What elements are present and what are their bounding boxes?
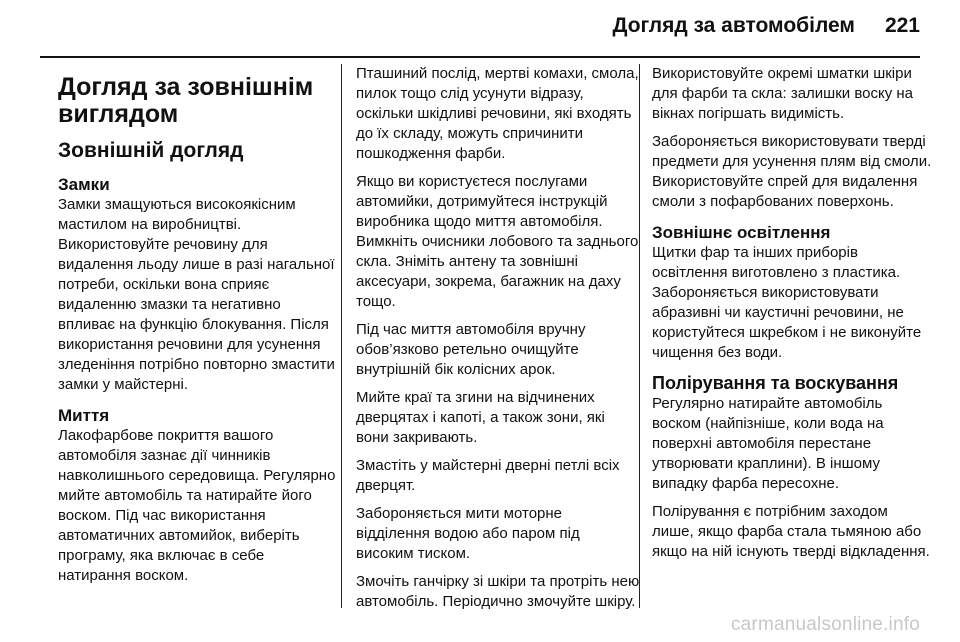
column-2 bbox=[356, 64, 640, 608]
polishing-heading: Полірування та воскування bbox=[652, 373, 899, 393]
header-title: Догляд за автомобілем bbox=[612, 14, 855, 37]
header-rule bbox=[40, 56, 920, 58]
paragraph: Мийте краї та згини на відчинених дверцятах і капоті, а також зони, які вони закривають. bbox=[356, 389, 605, 446]
paragraph: Використовуйте окремі шматки шкіри для фарби та скла: залишки воску на вікнах погіршать видимість. bbox=[652, 65, 913, 122]
column-divider bbox=[341, 64, 342, 608]
paragraph: Пташиний послід, мертві комахи, смола, пилок тощо слід усунути відразу, оскільки шкідливі речовини, які входять до їх складу, можуть спричинити пошкодження фарби. bbox=[356, 65, 639, 162]
locks-text: Замки змащуються високоякісним мастилом на виробництві. Використовуйте речовину для видалення льоду лише в разі нагальної потреби, оскільки вона сприяє видаленню змазки та негативно впливає на функцію блокування. Після використання речовини для усунення зледеніння потрібно повторно змастити замки у майстерні. bbox=[58, 196, 335, 393]
page-header bbox=[612, 14, 920, 38]
watermark: carmanualsonline.info bbox=[730, 614, 920, 635]
paragraph: Якщо ви користуєтеся послугами автомийки, дотримуйтеся інструкцій виробника щодо миття автомобіля. Вимкніть очисники лобового та заднього скла. Зніміть антену та зовнішні аксесуари, зокрема, багажник на даху тощо. bbox=[356, 173, 639, 310]
column-1 bbox=[58, 64, 340, 608]
paragraph: Забороняється використовувати тверді предмети для усунення плям від смоли. Використовуйте спрей для видалення смоли з пофарбованих поверхонь. bbox=[652, 133, 932, 210]
paragraph: Під час миття автомобіля вручну обов’язково ретельно очищуйте внутрішній бік колісних арок. bbox=[356, 321, 586, 378]
paragraph: Забороняється мити моторне відділення водою або паром під високим тиском. bbox=[356, 505, 580, 562]
page-number: 221 bbox=[884, 14, 920, 37]
column-divider bbox=[639, 64, 640, 608]
washing-heading: Миття bbox=[58, 406, 110, 425]
lighting-text: Щитки фар та інших приборів освітлення виготовлено з пластика. Забороняється використовувати абразивні чи каустичні речовини, не користуйтеся шкребком і не виконуйте чищення без води. bbox=[652, 244, 922, 361]
locks-heading: Замки bbox=[58, 175, 110, 194]
section-heading: Зовнішній догляд bbox=[58, 139, 244, 162]
paragraph: Змочіть ганчірку зі шкіри та протріть нею автомобіль. Періодично змочуйте шкіру. bbox=[356, 573, 640, 610]
paragraph: Змастіть у майстерні дверні петлі всіх дверцят. bbox=[356, 457, 620, 494]
main-heading: Догляд за зовнішнім виглядом bbox=[58, 73, 314, 128]
paragraph: Полірування є потрібним заходом лише, якщо фарба стала тьмяною або якщо на ній існують тверді відкладення. bbox=[652, 503, 930, 560]
lighting-heading: Зовнішнє освітлення bbox=[652, 223, 831, 242]
column-3 bbox=[652, 64, 932, 608]
paragraph: Регулярно натирайте автомобіль воском (найпізніше, коли вода на поверхні автомобіля перестане утворювати краплини). В іншому випадку фарба пересохне. bbox=[652, 395, 884, 492]
washing-text: Лакофарбове покриття вашого автомобіля зазнає дії чинників навколишнього середовища. Регулярно мийте автомобіль та натирайте його воском. Під час використання автоматичних автомийок, виберіть програму, яка включає в себе натирання воском. bbox=[58, 427, 336, 584]
